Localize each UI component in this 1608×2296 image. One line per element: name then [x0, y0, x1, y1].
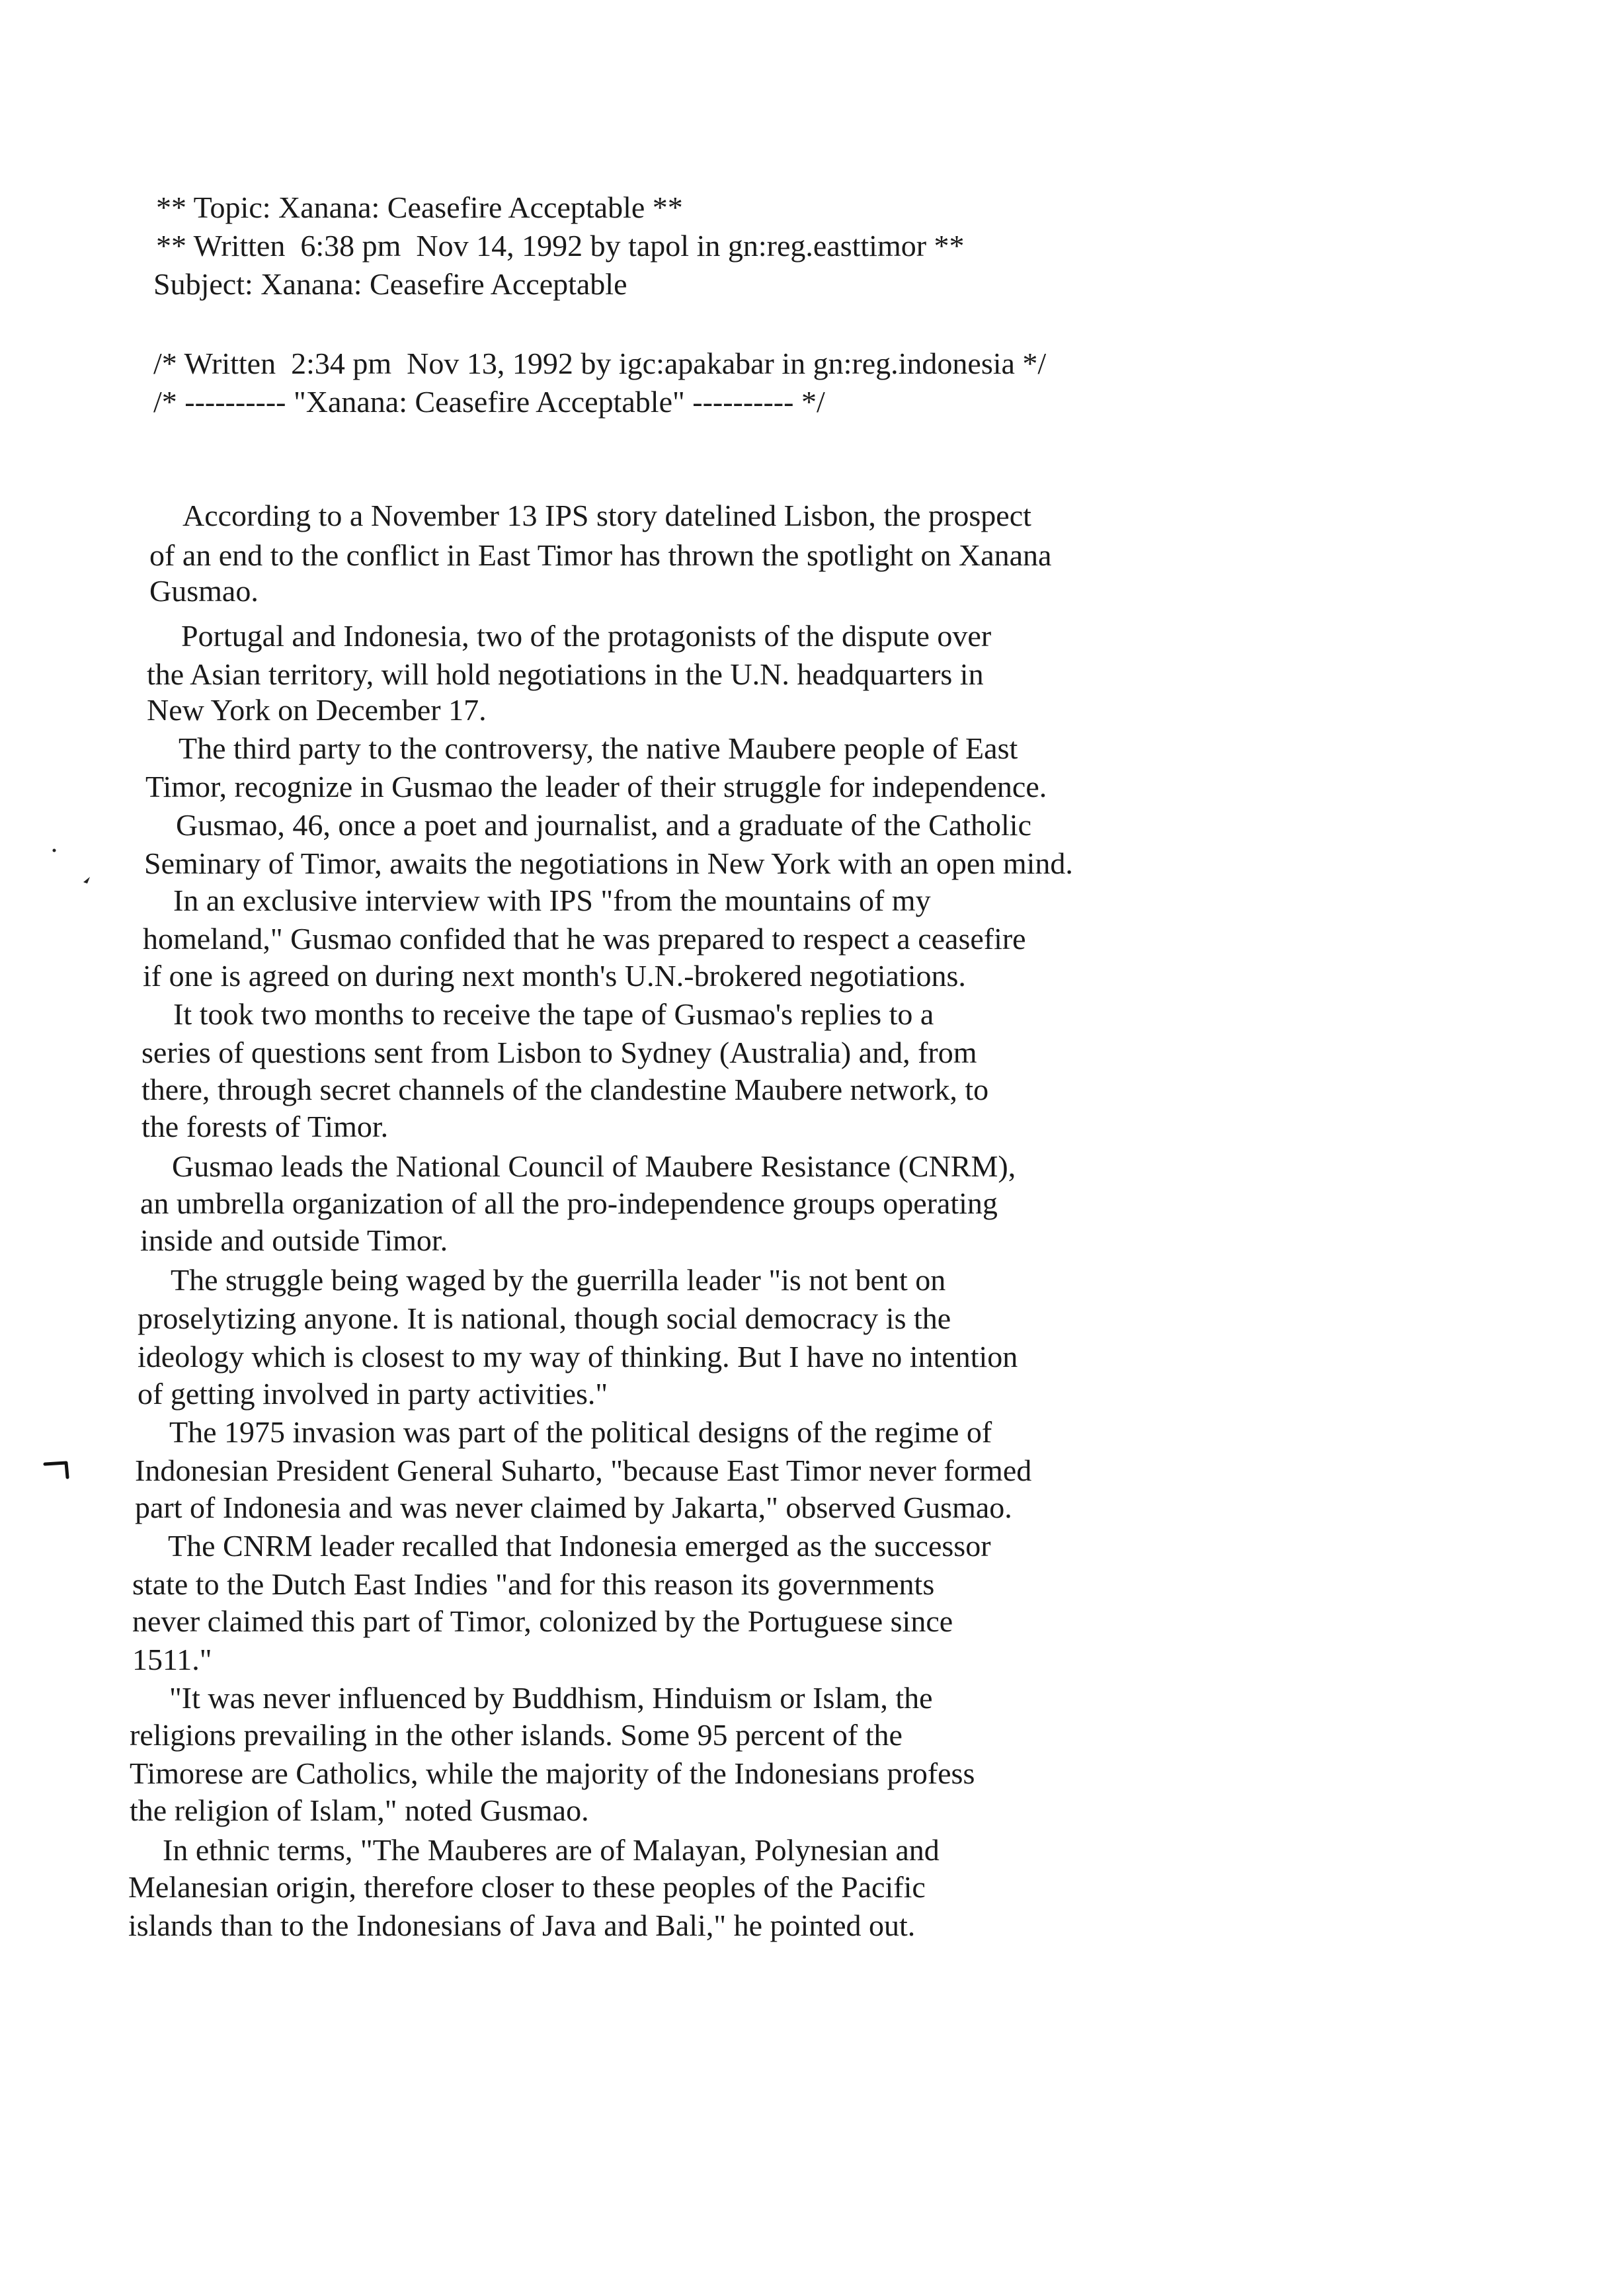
body-line: part of Indonesia and was never claimed by Jakarta," observed Gusmao.	[135, 1491, 1012, 1524]
body-line: if one is agreed on during next month's U.N.-brokered negotiations.	[143, 959, 966, 993]
body-line: an umbrella organization of all the pro-independence groups operating	[140, 1186, 998, 1220]
body-line: In ethnic terms, "The Mauberes are of Malayan, Polynesian and	[163, 1833, 940, 1867]
body-line: The struggle being waged by the guerrilla leader "is not bent on	[171, 1263, 946, 1297]
body-line: series of questions sent from Lisbon to Sydney (Australia) and, from	[141, 1036, 977, 1069]
subject-line: Subject: Xanana: Ceasefire Acceptable	[153, 267, 627, 301]
body-line: The 1975 invasion was part of the political designs of the regime of	[169, 1415, 992, 1449]
body-line: of an end to the conflict in East Timor has thrown the spotlight on Xanana	[149, 538, 1052, 572]
body-line: never claimed this part of Timor, colonized by the Portuguese since	[132, 1604, 953, 1638]
body-line: The third party to the controversy, the native Maubere people of East	[179, 731, 1018, 765]
body-line: homeland," Gusmao confided that he was prepared to respect a ceasefire	[143, 922, 1026, 956]
body-line: Gusmao.	[149, 574, 259, 608]
body-line: islands than to the Indonesians of Java and Bali," he pointed out.	[128, 1908, 916, 1942]
body-line: the religion of Islam," noted Gusmao.	[130, 1793, 589, 1827]
body-line: the Asian territory, will hold negotiations in the U.N. headquarters in	[147, 657, 984, 691]
body-line: of getting involved in party activities."	[138, 1377, 608, 1411]
body-line: inside and outside Timor.	[140, 1223, 448, 1257]
body-line: ideology which is closest to my way of thinking. But I have no intention	[138, 1340, 1018, 1374]
body-line: state to the Dutch East Indies "and for this reason its governments	[132, 1567, 935, 1601]
written-line: ** Written 6:38 pm Nov 14, 1992 by tapol in gn:reg.easttimor **	[156, 229, 965, 263]
body-line: According to a November 13 IPS story datelined Lisbon, the prospect	[182, 499, 1031, 532]
body-line: Gusmao leads the National Council of Maubere Resistance (CNRM),	[172, 1149, 1016, 1183]
body-line: the forests of Timor.	[141, 1110, 389, 1143]
body-line: proselytizing anyone. It is national, though social democracy is the	[138, 1301, 951, 1335]
body-line: there, through secret channels of the clandestine Maubere network, to	[141, 1073, 989, 1106]
body-line: religions prevailing in the other islands. Some 95 percent of the	[130, 1718, 903, 1752]
body-line: Melanesian origin, therefore closer to these peoples of the Pacific	[128, 1870, 926, 1904]
body-line: Seminary of Timor, awaits the negotiations in New York with an open mind.	[144, 846, 1073, 880]
forward-title-line: /* ---------- "Xanana: Ceasefire Acceptable" ---------- */	[153, 385, 825, 419]
margin-tick-mark	[41, 844, 67, 883]
body-line: Indonesian President General Suharto, "because East Timor never formed	[135, 1454, 1032, 1487]
body-line: Portugal and Indonesia, two of the protagonists of the dispute over	[181, 619, 992, 653]
body-line: In an exclusive interview with IPS "from the mountains of my	[173, 883, 931, 917]
body-line: Timorese are Catholics, while the majority of the Indonesians profess	[130, 1756, 975, 1790]
body-line: New York on December 17.	[147, 693, 487, 727]
margin-tick-mark	[78, 868, 104, 894]
body-line: Timor, recognize in Gusmao the leader of their struggle for independence.	[145, 770, 1047, 803]
body-line: Gusmao, 46, once a poet and journalist, and a graduate of the Catholic	[176, 808, 1031, 842]
body-line: "It was never influenced by Buddhism, Hinduism or Islam, the	[169, 1681, 933, 1715]
body-line: 1511."	[132, 1643, 212, 1676]
margin-bracket-mark	[41, 1457, 81, 1491]
forward-written-line: /* Written 2:34 pm Nov 13, 1992 by igc:apakabar in gn:reg.indonesia */	[153, 347, 1047, 380]
topic-line: ** Topic: Xanana: Ceasefire Acceptable **	[156, 190, 683, 224]
body-line: It took two months to receive the tape of Gusmao's replies to a	[173, 997, 934, 1031]
body-line: The CNRM leader recalled that Indonesia emerged as the successor	[168, 1529, 991, 1563]
